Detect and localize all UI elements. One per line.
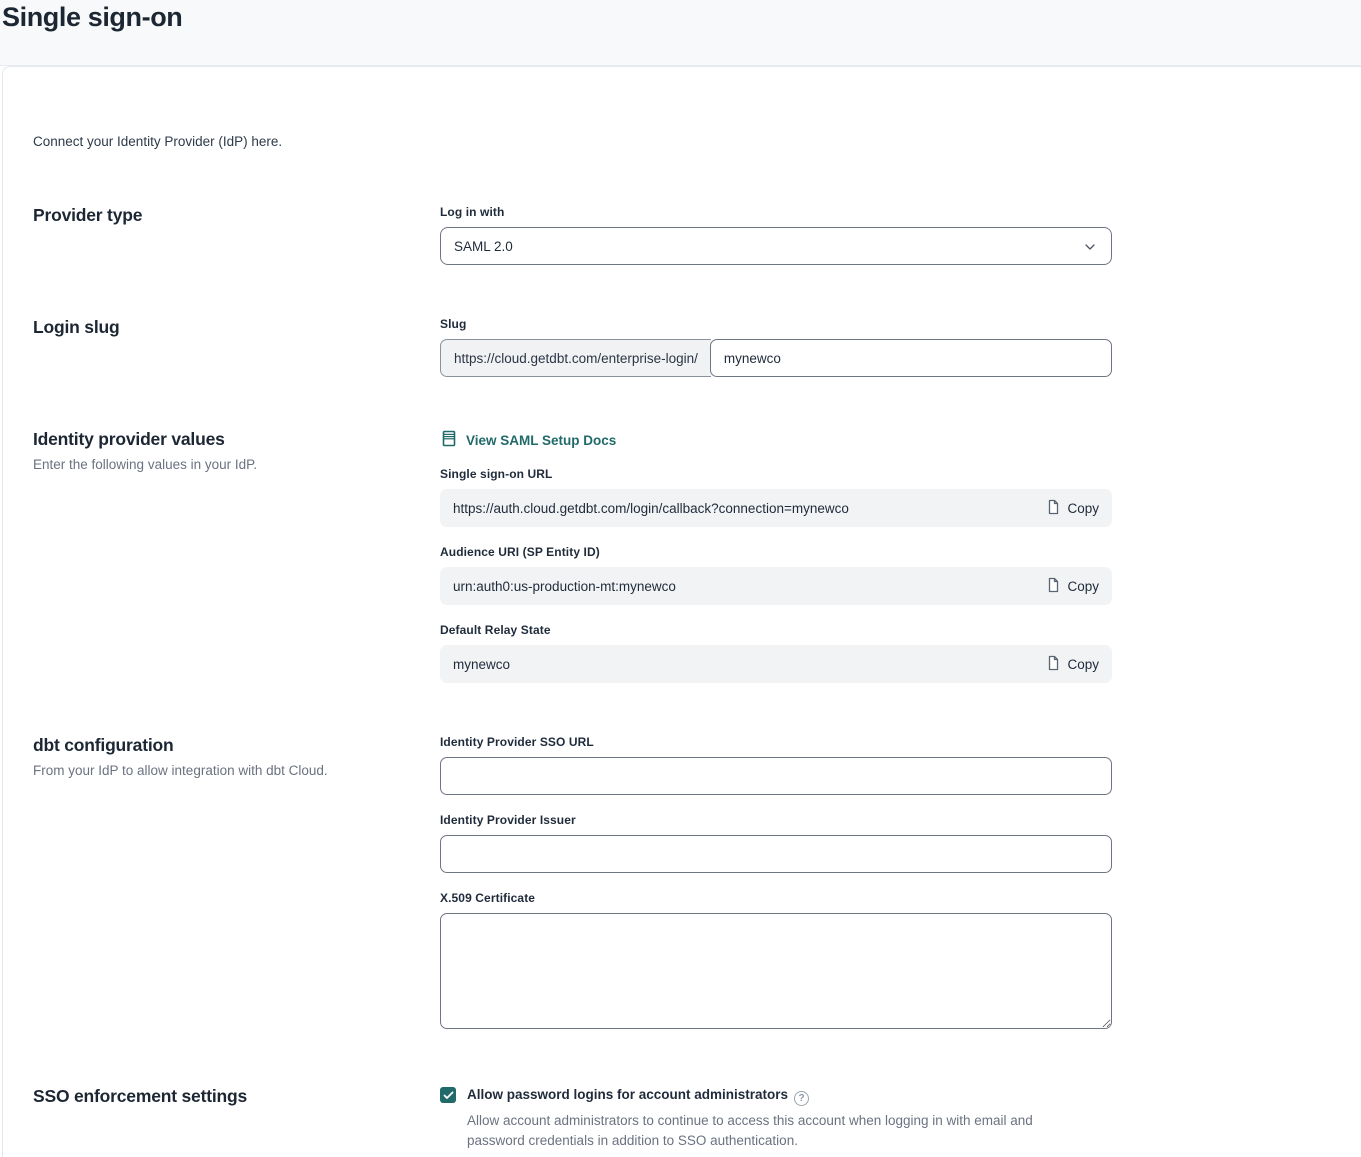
section-login-slug [33,317,1361,377]
idp-values-heading: Identity provider values [33,429,225,449]
copy-icon [1046,577,1059,596]
page-header [0,0,1361,66]
provider-type-heading: Provider type [33,205,143,225]
sso-enforcement-heading: SSO enforcement settings [33,1086,248,1106]
slug-field-group [440,339,1112,377]
audience-uri-label: Audience URI (SP Entity ID) [440,545,600,559]
relay-state-value: mynewco [453,656,511,672]
idp-issuer-label: Identity Provider Issuer [440,813,576,827]
sso-url-label: Single sign-on URL [440,467,553,481]
copy-icon [1046,499,1059,518]
slug-label: Slug [440,317,467,331]
idp-sso-url-label: Identity Provider SSO URL [440,735,594,749]
page-title: Single sign-on [2,2,183,32]
sso-url-field [440,467,1112,527]
section-dbt-configuration [33,735,1361,1034]
certificate-textarea[interactable] [440,913,1112,1029]
audience-uri-field [440,545,1112,605]
idp-sso-url-field [440,735,1112,795]
login-with-label: Log in with [440,205,505,219]
idp-values-subheading: Enter the following values in your IdP. [33,457,258,472]
view-saml-docs-label: View SAML Setup Docs [466,432,617,448]
dbt-config-heading: dbt configuration [33,735,174,755]
allow-password-logins-checkbox[interactable] [440,1087,456,1103]
copy-audience-uri-button[interactable] [1046,577,1099,596]
login-with-selected-value: SAML 2.0 [454,238,513,254]
copy-sso-url-button[interactable] [1046,499,1099,518]
allow-password-logins-label: Allow password logins for account administrators [467,1087,789,1102]
dbt-config-subheading: From your IdP to allow integration with dbt Cloud. [33,763,328,778]
allow-password-logins-description: Allow account administrators to continue to access this account when logging in with email and password credentials in addition to SSO authentication. [467,1113,1033,1149]
section-idp-values [33,429,1361,683]
slug-url-prefix: https://cloud.getdbt.com/enterprise-login/ [440,339,711,377]
intro-text: Connect your Identity Provider (IdP) here. [33,134,283,149]
sso-url-value: https://auth.cloud.getdbt.com/login/callback?connection=mynewco [453,500,849,516]
slug-input[interactable] [710,339,1112,377]
login-slug-heading: Login slug [33,317,120,337]
relay-state-label: Default Relay State [440,623,551,637]
idp-sso-url-input[interactable] [440,757,1112,795]
settings-card [2,66,1361,1157]
idp-issuer-field [440,813,1112,873]
copy-button-label: Copy [1067,578,1099,594]
section-provider-type [33,205,1361,265]
help-icon[interactable]: ? [794,1091,809,1106]
audience-uri-value: urn:auth0:us-production-mt:mynewco [453,578,676,594]
idp-issuer-input[interactable] [440,835,1112,873]
login-with-select[interactable] [440,227,1112,265]
view-saml-docs-link[interactable] [442,430,616,450]
certificate-field [440,891,1112,1034]
copy-button-label: Copy [1067,656,1099,672]
certificate-label: X.509 Certificate [440,891,536,905]
section-sso-enforcement [33,1086,1361,1152]
relay-state-field [440,623,1112,683]
chevron-down-icon [1084,239,1096,254]
copy-icon [1046,655,1059,674]
copy-button-label: Copy [1067,500,1099,516]
copy-relay-state-button[interactable] [1046,655,1099,674]
document-icon [442,430,457,450]
